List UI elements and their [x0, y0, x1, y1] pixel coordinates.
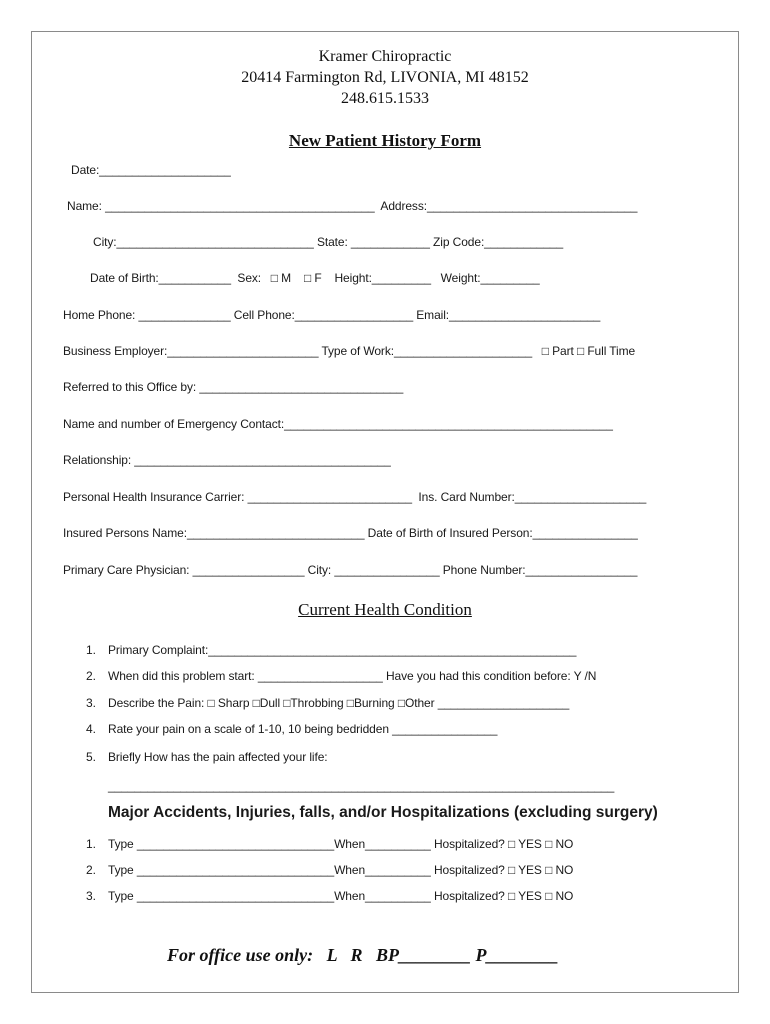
- form-title-text: New Patient History Form: [288, 131, 482, 150]
- accident-row[interactable]: Type ______________________________When__________ Hospitalized? □ YES □ NO: [108, 837, 574, 851]
- list-item-number: 1.: [85, 643, 96, 657]
- name-address-field[interactable]: Name: _________________________________________ Address:________________________________: [67, 199, 638, 213]
- date-field[interactable]: Date:____________________: [71, 163, 231, 177]
- primary-physician-field[interactable]: Primary Care Physician: _________________ City: ________________ Phone Number:_________________: [63, 563, 638, 577]
- insured-person-field[interactable]: Insured Persons Name:___________________________ Date of Birth of Insured Person:________________: [63, 526, 638, 540]
- problem-start-field[interactable]: When did this problem start: ___________________ Have you had this condition before: Y /N: [108, 669, 597, 683]
- clinic-address: 20414 Farmington Rd, LIVONIA, MI 48152: [241, 69, 529, 86]
- list-item-number: 2.: [85, 669, 96, 683]
- list-item-number: 2.: [85, 863, 96, 877]
- emergency-contact-field[interactable]: Name and number of Emergency Contact:__________________________________________________: [63, 417, 613, 431]
- city-state-zip-field[interactable]: City:______________________________ State: ____________ Zip Code:____________: [93, 235, 564, 249]
- list-item-number: 1.: [85, 837, 96, 851]
- clinic-phone: 248.615.1533: [341, 90, 429, 107]
- major-accidents-title: Major Accidents, Injuries, falls, and/or Hospitalizations (excluding surgery): [108, 804, 658, 821]
- clinic-name: Kramer Chiropractic: [318, 48, 452, 65]
- phones-email-field[interactable]: Home Phone: ______________ Cell Phone:__________________ Email:_______________________: [63, 308, 601, 322]
- office-use-line: For office use only: L R BP________ P________: [167, 945, 559, 965]
- list-item-number: 3.: [85, 889, 96, 903]
- pain-description-field[interactable]: Describe the Pain: □ Sharp □Dull □Throbbing □Burning □Other ____________________: [108, 696, 570, 710]
- relationship-field[interactable]: Relationship: _______________________________________: [63, 453, 391, 467]
- accident-row[interactable]: Type ______________________________When__________ Hospitalized? □ YES □ NO: [108, 863, 574, 877]
- current-health-title: [0, 600, 770, 620]
- list-item-number: 3.: [85, 696, 96, 710]
- current-health-title-text: Current Health Condition: [298, 600, 472, 619]
- employer-field[interactable]: Business Employer:_______________________ Type of Work:_____________________ □ Part □ Full Time: [63, 344, 636, 358]
- referred-field[interactable]: Referred to this Office by: _______________________________: [63, 380, 404, 394]
- list-item-number: 5.: [85, 750, 96, 764]
- pain-effect-label: Briefly How has the pain affected your life:: [108, 750, 328, 764]
- dob-sex-height-weight-field[interactable]: Date of Birth:___________ Sex: □ M □ F Height:_________ Weight:_________: [90, 271, 540, 285]
- pain-effect-answer-line[interactable]: _____________________________________________________________________________: [108, 779, 615, 793]
- primary-complaint-field[interactable]: Primary Complaint:________________________________________________________: [108, 643, 577, 657]
- pain-scale-field[interactable]: Rate your pain on a scale of 1-10, 10 being bedridden ________________: [108, 722, 498, 736]
- accident-row[interactable]: Type ______________________________When__________ Hospitalized? □ YES □ NO: [108, 889, 574, 903]
- insurance-carrier-field[interactable]: Personal Health Insurance Carrier: _________________________ Ins. Card Number:____________________: [63, 490, 647, 504]
- list-item-number: 4.: [85, 722, 96, 736]
- form-title: [0, 131, 770, 151]
